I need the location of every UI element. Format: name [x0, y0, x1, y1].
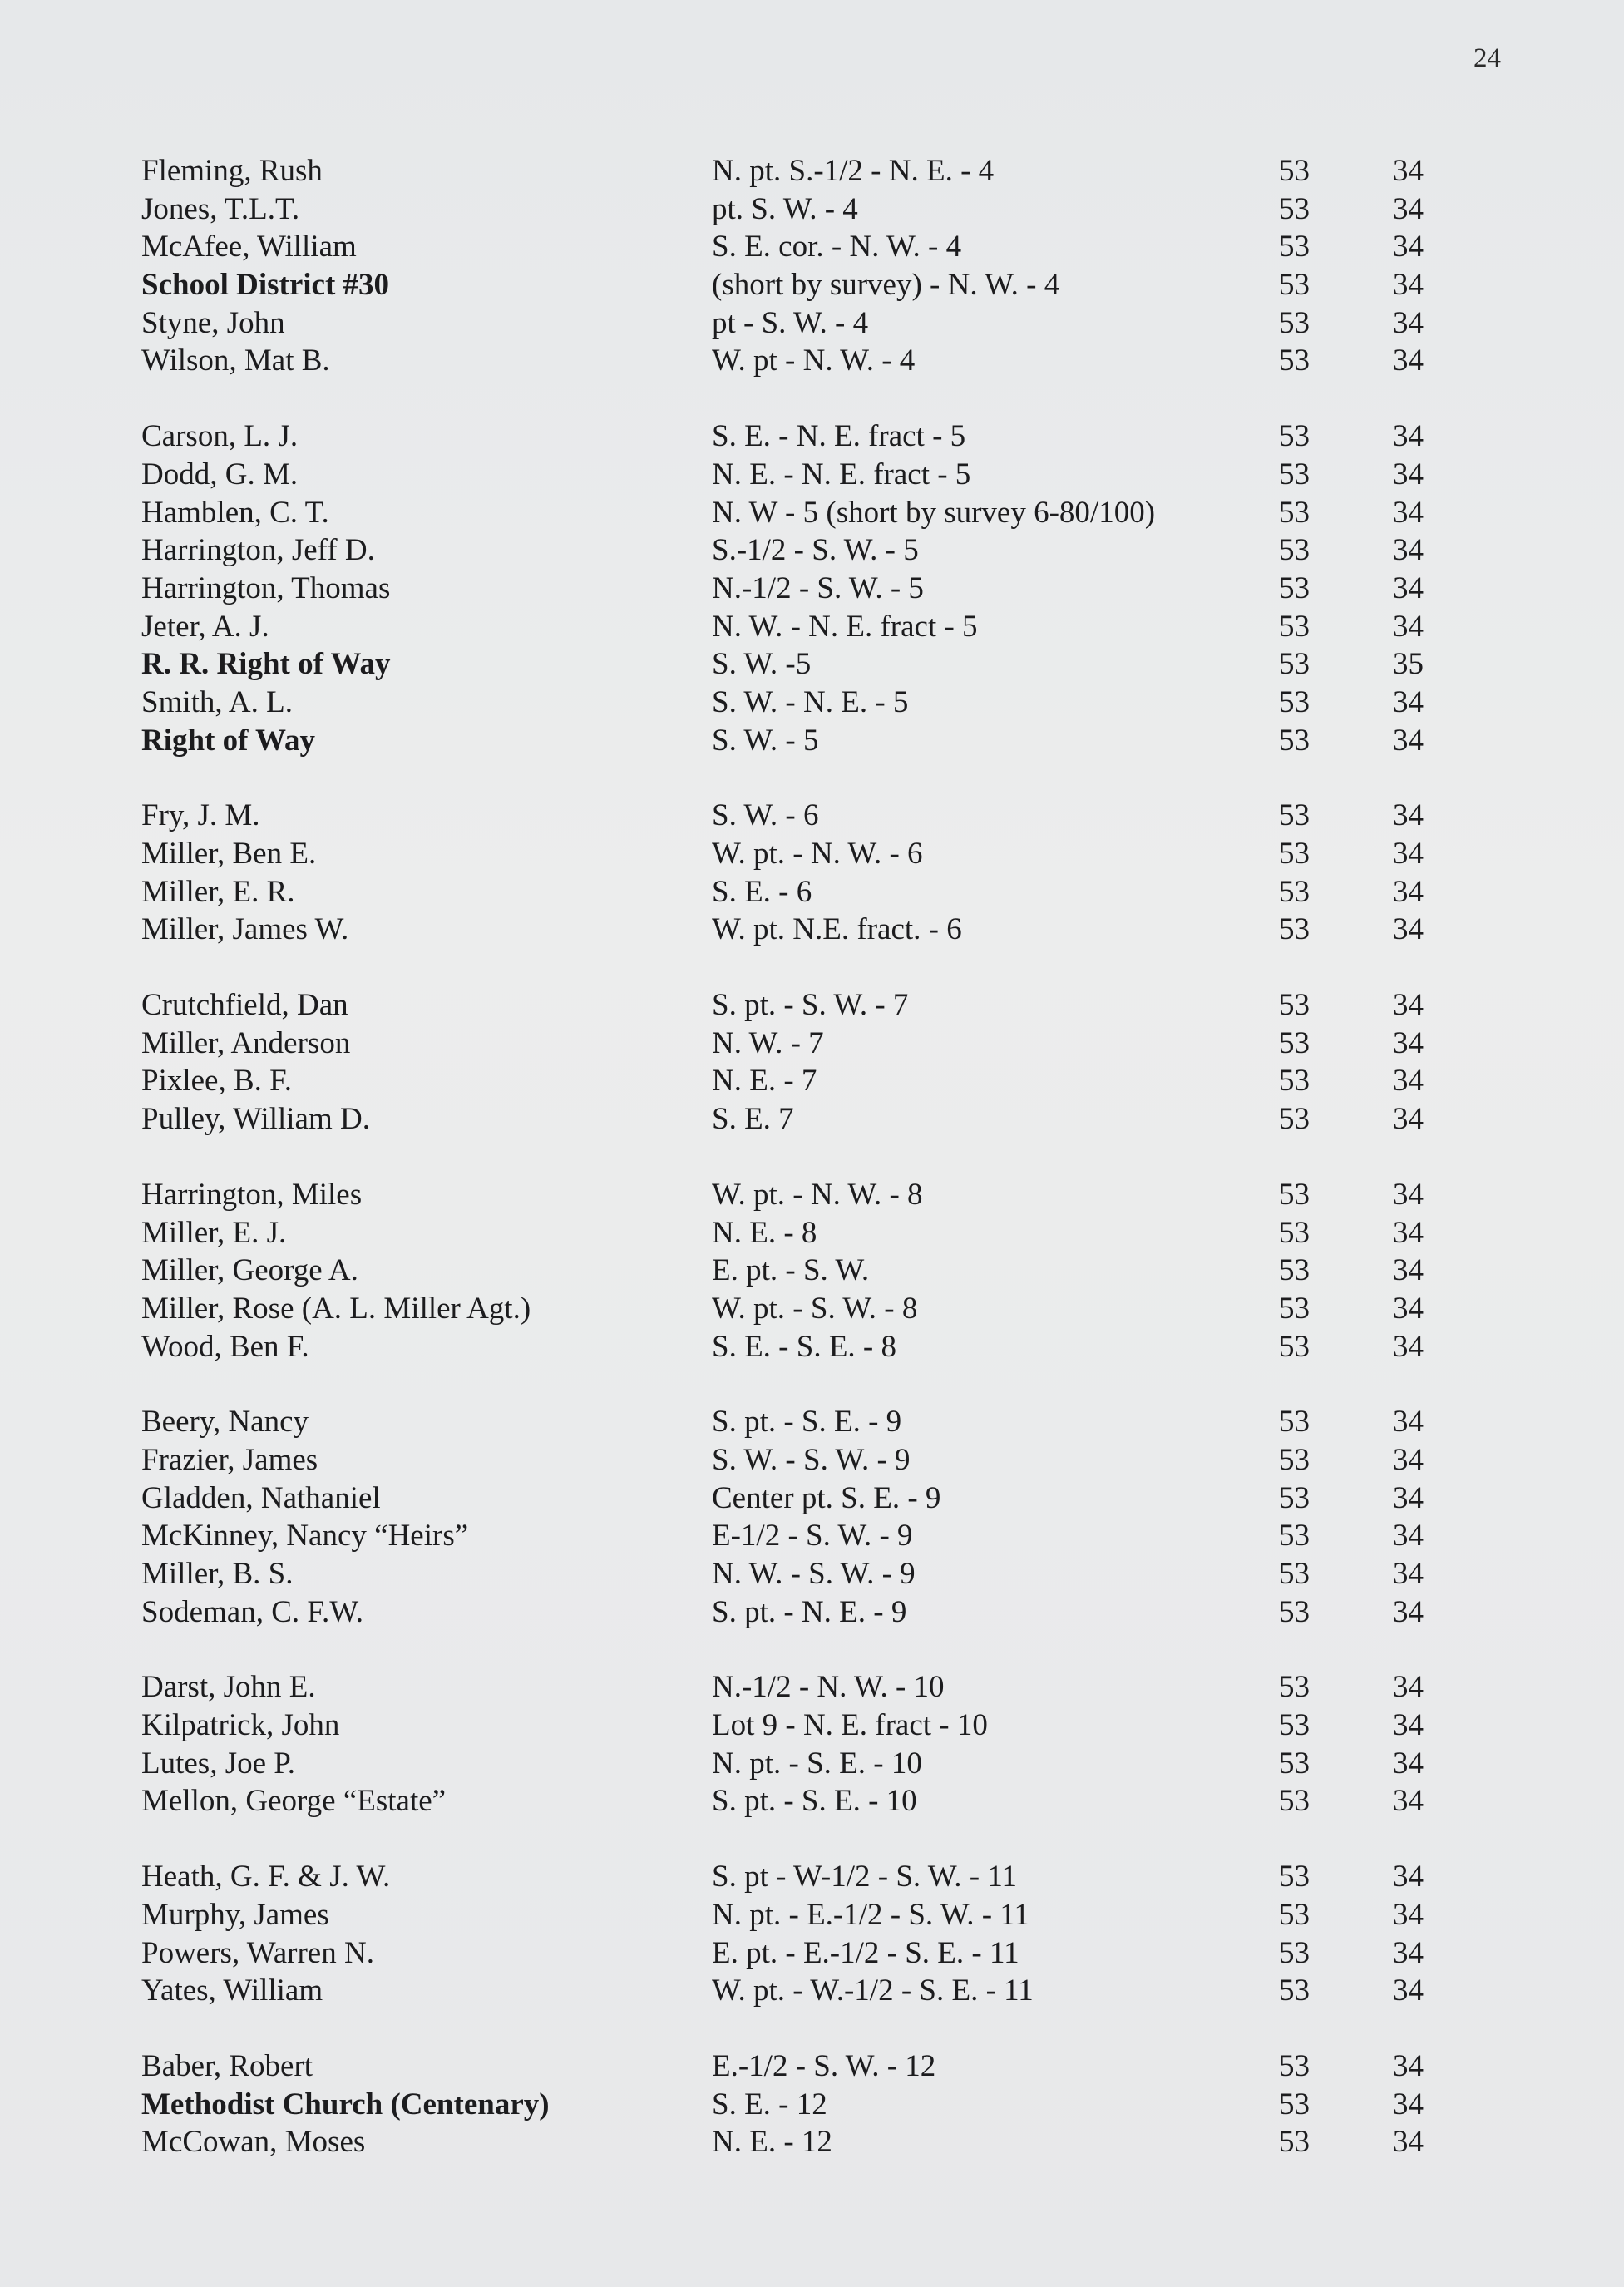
township-number: 53 — [1279, 154, 1310, 188]
land-description: S. W. -5 — [712, 647, 812, 682]
owner-name: Fry, J. M. — [141, 798, 260, 833]
section-group — [0, 152, 1624, 380]
record-row — [0, 152, 1624, 190]
township-number: 53 — [1279, 723, 1310, 758]
land-description: W. pt. - W.-1/2 - S. E. - 11 — [712, 1973, 1034, 2008]
owner-name: McAfee, William — [141, 230, 357, 264]
range-number: 34 — [1393, 988, 1424, 1023]
range-number: 34 — [1393, 495, 1424, 530]
range-number: 34 — [1393, 2125, 1424, 2160]
section-group — [0, 417, 1624, 759]
land-description: pt. S. W. - 4 — [712, 191, 858, 226]
land-description: E. pt. - S. W. — [712, 1253, 870, 1288]
record-row — [0, 1479, 1624, 1518]
section-group — [0, 1668, 1624, 1820]
township-number: 53 — [1279, 1519, 1310, 1553]
land-description: pt - S. W. - 4 — [712, 305, 869, 340]
range-number: 34 — [1393, 1215, 1424, 1250]
range-number: 34 — [1393, 912, 1424, 947]
owner-name: Right of Way — [141, 723, 316, 758]
land-description: S. W. - 6 — [712, 798, 819, 833]
range-number: 34 — [1393, 1897, 1424, 1932]
record-row — [0, 1782, 1624, 1820]
owner-name: Styne, John — [141, 305, 285, 340]
township-number: 53 — [1279, 1442, 1310, 1477]
owner-name: Powers, Warren N. — [141, 1935, 374, 1970]
land-description: W. pt. - N. W. - 8 — [712, 1177, 923, 1212]
range-number: 34 — [1393, 2087, 1424, 2122]
record-row — [0, 1707, 1624, 1745]
owner-name: Baber, Robert — [141, 2048, 313, 2083]
record-row — [0, 417, 1624, 456]
land-description: W. pt. - S. W. - 8 — [712, 1291, 918, 1326]
record-row — [0, 684, 1624, 722]
owner-name: Mellon, George “Estate” — [141, 1784, 447, 1819]
township-number: 53 — [1279, 533, 1310, 568]
township-number: 53 — [1279, 1177, 1310, 1212]
township-number: 53 — [1279, 1253, 1310, 1288]
owner-name: Heath, G. F. & J. W. — [141, 1860, 391, 1894]
range-number: 34 — [1393, 609, 1424, 644]
owner-name: Jeter, A. J. — [141, 609, 269, 644]
range-number: 34 — [1393, 837, 1424, 871]
record-row — [0, 1934, 1624, 1973]
range-number: 34 — [1393, 571, 1424, 605]
land-records-list — [0, 152, 1624, 2199]
range-number: 34 — [1393, 1708, 1424, 1743]
land-description: E.-1/2 - S. W. - 12 — [712, 2048, 936, 2083]
record-row — [0, 1062, 1624, 1100]
township-number: 53 — [1279, 1329, 1310, 1364]
owner-name: Crutchfield, Dan — [141, 988, 348, 1023]
record-row — [0, 911, 1624, 949]
range-number: 34 — [1393, 305, 1424, 340]
township-number: 53 — [1279, 798, 1310, 833]
section-group — [0, 1858, 1624, 2010]
record-row — [0, 722, 1624, 760]
record-row — [0, 1290, 1624, 1328]
township-number: 53 — [1279, 191, 1310, 226]
land-description: Center pt. S. E. - 9 — [712, 1480, 941, 1515]
township-number: 53 — [1279, 1025, 1310, 1060]
section-group — [0, 986, 1624, 1139]
record-row — [0, 1517, 1624, 1555]
owner-name: McKinney, Nancy “Heirs” — [141, 1519, 469, 1553]
range-number: 34 — [1393, 1860, 1424, 1894]
range-number: 34 — [1393, 230, 1424, 264]
land-description: W. pt - N. W. - 4 — [712, 343, 916, 378]
township-number: 53 — [1279, 2087, 1310, 2122]
land-description: N. pt. - S. E. - 10 — [712, 1746, 922, 1781]
township-number: 53 — [1279, 1860, 1310, 1894]
township-number: 53 — [1279, 1291, 1310, 1326]
range-number: 34 — [1393, 1746, 1424, 1781]
section-group — [0, 797, 1624, 949]
record-row — [0, 1328, 1624, 1366]
land-description: S. E. - N. E. fract - 5 — [712, 419, 966, 454]
record-row — [0, 1972, 1624, 2010]
owner-name: Sodeman, C. F.W. — [141, 1594, 364, 1629]
owner-name: Miller, E. R. — [141, 874, 295, 909]
owner-name: Beery, Nancy — [141, 1405, 309, 1440]
owner-name: Miller, Anderson — [141, 1025, 351, 1060]
township-number: 53 — [1279, 912, 1310, 947]
land-description: N. E. - 7 — [712, 1064, 817, 1099]
land-description: S. W. - S. W. - 9 — [712, 1442, 911, 1477]
township-number: 53 — [1279, 230, 1310, 264]
range-number: 34 — [1393, 874, 1424, 909]
land-description: S. W. - 5 — [712, 723, 819, 758]
township-number: 53 — [1279, 1746, 1310, 1781]
section-group — [0, 2047, 1624, 2161]
owner-name: School District #30 — [141, 268, 390, 303]
owner-name: Murphy, James — [141, 1897, 329, 1932]
record-row — [0, 1593, 1624, 1632]
record-row — [0, 1858, 1624, 1896]
township-number: 53 — [1279, 1064, 1310, 1099]
range-number: 34 — [1393, 1935, 1424, 1970]
township-number: 53 — [1279, 684, 1310, 719]
owner-name: Methodist Church (Centenary) — [141, 2087, 550, 2122]
record-row — [0, 2047, 1624, 2086]
land-description: S. E. - 6 — [712, 874, 812, 909]
land-description: S. E. - S. E. - 8 — [712, 1329, 896, 1364]
land-description: S. W. - N. E. - 5 — [712, 684, 909, 719]
owner-name: Harrington, Miles — [141, 1177, 363, 1212]
range-number: 34 — [1393, 1405, 1424, 1440]
owner-name: Hamblen, C. T. — [141, 495, 329, 530]
township-number: 53 — [1279, 647, 1310, 682]
township-number: 53 — [1279, 2125, 1310, 2160]
township-number: 53 — [1279, 1784, 1310, 1819]
land-description: N. W - 5 (short by survey 6-80/100) — [712, 495, 1156, 530]
owner-name: R. R. Right of Way — [141, 647, 391, 682]
range-number: 34 — [1393, 343, 1424, 378]
owner-name: Wood, Ben F. — [141, 1329, 309, 1364]
owner-name: Darst, John E. — [141, 1670, 316, 1705]
owner-name: Pulley, William D. — [141, 1102, 370, 1137]
land-description: S. E. cor. - N. W. - 4 — [712, 230, 962, 264]
record-row — [0, 1176, 1624, 1214]
range-number: 34 — [1393, 798, 1424, 833]
land-description: N.-1/2 - S. W. - 5 — [712, 571, 924, 605]
land-description: N. E. - N. E. fract - 5 — [712, 457, 971, 491]
township-number: 53 — [1279, 1935, 1310, 1970]
record-row — [0, 228, 1624, 266]
range-number: 34 — [1393, 1557, 1424, 1591]
range-number: 34 — [1393, 457, 1424, 491]
township-number: 53 — [1279, 874, 1310, 909]
owner-name: Smith, A. L. — [141, 684, 293, 719]
range-number: 34 — [1393, 1670, 1424, 1705]
owner-name: McCowan, Moses — [141, 2125, 366, 2160]
range-number: 34 — [1393, 191, 1424, 226]
township-number: 53 — [1279, 495, 1310, 530]
record-row — [0, 1668, 1624, 1707]
section-group — [0, 1176, 1624, 1366]
owner-name: Harrington, Jeff D. — [141, 533, 375, 568]
township-number: 53 — [1279, 1594, 1310, 1629]
range-number: 34 — [1393, 1253, 1424, 1288]
land-description: S. pt. - N. E. - 9 — [712, 1594, 907, 1629]
record-row — [0, 645, 1624, 684]
township-number: 53 — [1279, 268, 1310, 303]
section-group — [0, 1403, 1624, 1631]
record-row — [0, 304, 1624, 343]
range-number: 34 — [1393, 1329, 1424, 1364]
record-row — [0, 1403, 1624, 1441]
page-number: 24 — [1473, 43, 1501, 73]
land-description: E-1/2 - S. W. - 9 — [712, 1519, 913, 1553]
record-row — [0, 1555, 1624, 1593]
township-number: 53 — [1279, 1897, 1310, 1932]
land-description: Lot 9 - N. E. fract - 10 — [712, 1708, 988, 1743]
township-number: 53 — [1279, 988, 1310, 1023]
owner-name: Lutes, Joe P. — [141, 1746, 295, 1781]
land-description: N. pt. - E.-1/2 - S. W. - 11 — [712, 1897, 1029, 1932]
record-row — [0, 1214, 1624, 1252]
owner-name: Miller, Rose (A. L. Miller Agt.) — [141, 1291, 531, 1326]
township-number: 53 — [1279, 609, 1310, 644]
owner-name: Wilson, Mat B. — [141, 343, 330, 378]
township-number: 53 — [1279, 419, 1310, 454]
owner-name: Pixlee, B. F. — [141, 1064, 293, 1099]
land-description: N. E. - 8 — [712, 1215, 817, 1250]
township-number: 53 — [1279, 2048, 1310, 2083]
range-number: 34 — [1393, 1442, 1424, 1477]
township-number: 53 — [1279, 1480, 1310, 1515]
land-description: N. E. - 12 — [712, 2125, 832, 2160]
township-number: 53 — [1279, 1670, 1310, 1705]
range-number: 34 — [1393, 1784, 1424, 1819]
record-row — [0, 1025, 1624, 1063]
record-row — [0, 2123, 1624, 2161]
township-number: 53 — [1279, 1708, 1310, 1743]
range-number: 34 — [1393, 268, 1424, 303]
land-description: S.-1/2 - S. W. - 5 — [712, 533, 919, 568]
land-description: S. pt. - S. E. - 9 — [712, 1405, 902, 1440]
range-number: 34 — [1393, 419, 1424, 454]
range-number: 34 — [1393, 1177, 1424, 1212]
record-row — [0, 456, 1624, 494]
owner-name: Gladden, Nathaniel — [141, 1480, 381, 1515]
record-row — [0, 531, 1624, 570]
township-number: 53 — [1279, 1973, 1310, 2008]
township-number: 53 — [1279, 571, 1310, 605]
owner-name: Fleming, Rush — [141, 154, 323, 188]
land-description: S. E. 7 — [712, 1102, 794, 1137]
range-number: 34 — [1393, 533, 1424, 568]
land-description: N. W. - S. W. - 9 — [712, 1557, 916, 1591]
township-number: 53 — [1279, 1215, 1310, 1250]
land-description: S. pt. - S. E. - 10 — [712, 1784, 917, 1819]
owner-name: Harrington, Thomas — [141, 571, 391, 605]
land-description: E. pt. - E.-1/2 - S. E. - 11 — [712, 1935, 1019, 1970]
land-description: S. pt - W-1/2 - S. W. - 11 — [712, 1860, 1017, 1894]
township-number: 53 — [1279, 1405, 1310, 1440]
record-row — [0, 797, 1624, 835]
township-number: 53 — [1279, 343, 1310, 378]
range-number: 34 — [1393, 2048, 1424, 2083]
land-description: W. pt. - N. W. - 6 — [712, 837, 923, 871]
township-number: 53 — [1279, 1102, 1310, 1137]
land-description: (short by survey) - N. W. - 4 — [712, 268, 1060, 303]
record-row — [0, 1441, 1624, 1479]
record-row — [0, 835, 1624, 873]
township-number: 53 — [1279, 837, 1310, 871]
record-row — [0, 570, 1624, 608]
range-number: 34 — [1393, 154, 1424, 188]
owner-name: Miller, James W. — [141, 912, 349, 947]
range-number: 34 — [1393, 684, 1424, 719]
owner-name: Frazier, James — [141, 1442, 318, 1477]
record-row — [0, 1100, 1624, 1139]
range-number: 34 — [1393, 723, 1424, 758]
owner-name: Miller, E. J. — [141, 1215, 287, 1250]
record-row — [0, 986, 1624, 1025]
range-number: 35 — [1393, 647, 1424, 682]
range-number: 34 — [1393, 1102, 1424, 1137]
range-number: 34 — [1393, 1064, 1424, 1099]
record-row — [0, 342, 1624, 380]
land-description: N.-1/2 - N. W. - 10 — [712, 1670, 945, 1705]
owner-name: Miller, B. S. — [141, 1557, 294, 1591]
record-row — [0, 266, 1624, 304]
record-row — [0, 1252, 1624, 1290]
record-row — [0, 1745, 1624, 1783]
land-description: W. pt. N.E. fract. - 6 — [712, 912, 962, 947]
owner-name: Miller, Ben E. — [141, 837, 317, 871]
range-number: 34 — [1393, 1519, 1424, 1553]
record-row — [0, 608, 1624, 646]
range-number: 34 — [1393, 1480, 1424, 1515]
record-row — [0, 190, 1624, 229]
owner-name: Kilpatrick, John — [141, 1708, 340, 1743]
owner-name: Carson, L. J. — [141, 419, 299, 454]
land-description: S. E. - 12 — [712, 2087, 827, 2122]
owner-name: Dodd, G. M. — [141, 457, 299, 491]
township-number: 53 — [1279, 305, 1310, 340]
record-row — [0, 494, 1624, 532]
township-number: 53 — [1279, 457, 1310, 491]
owner-name: Jones, T.L.T. — [141, 191, 300, 226]
land-description: N. W. - 7 — [712, 1025, 824, 1060]
land-description: N. W. - N. E. fract - 5 — [712, 609, 978, 644]
land-description: S. pt. - S. W. - 7 — [712, 988, 909, 1023]
owner-name: Miller, George A. — [141, 1253, 358, 1288]
township-number: 53 — [1279, 1557, 1310, 1591]
record-row — [0, 873, 1624, 911]
owner-name: Yates, William — [141, 1973, 323, 2008]
range-number: 34 — [1393, 1291, 1424, 1326]
record-row — [0, 2086, 1624, 2124]
land-description: N. pt. S.-1/2 - N. E. - 4 — [712, 154, 995, 188]
range-number: 34 — [1393, 1594, 1424, 1629]
range-number: 34 — [1393, 1973, 1424, 2008]
record-row — [0, 1896, 1624, 1934]
range-number: 34 — [1393, 1025, 1424, 1060]
